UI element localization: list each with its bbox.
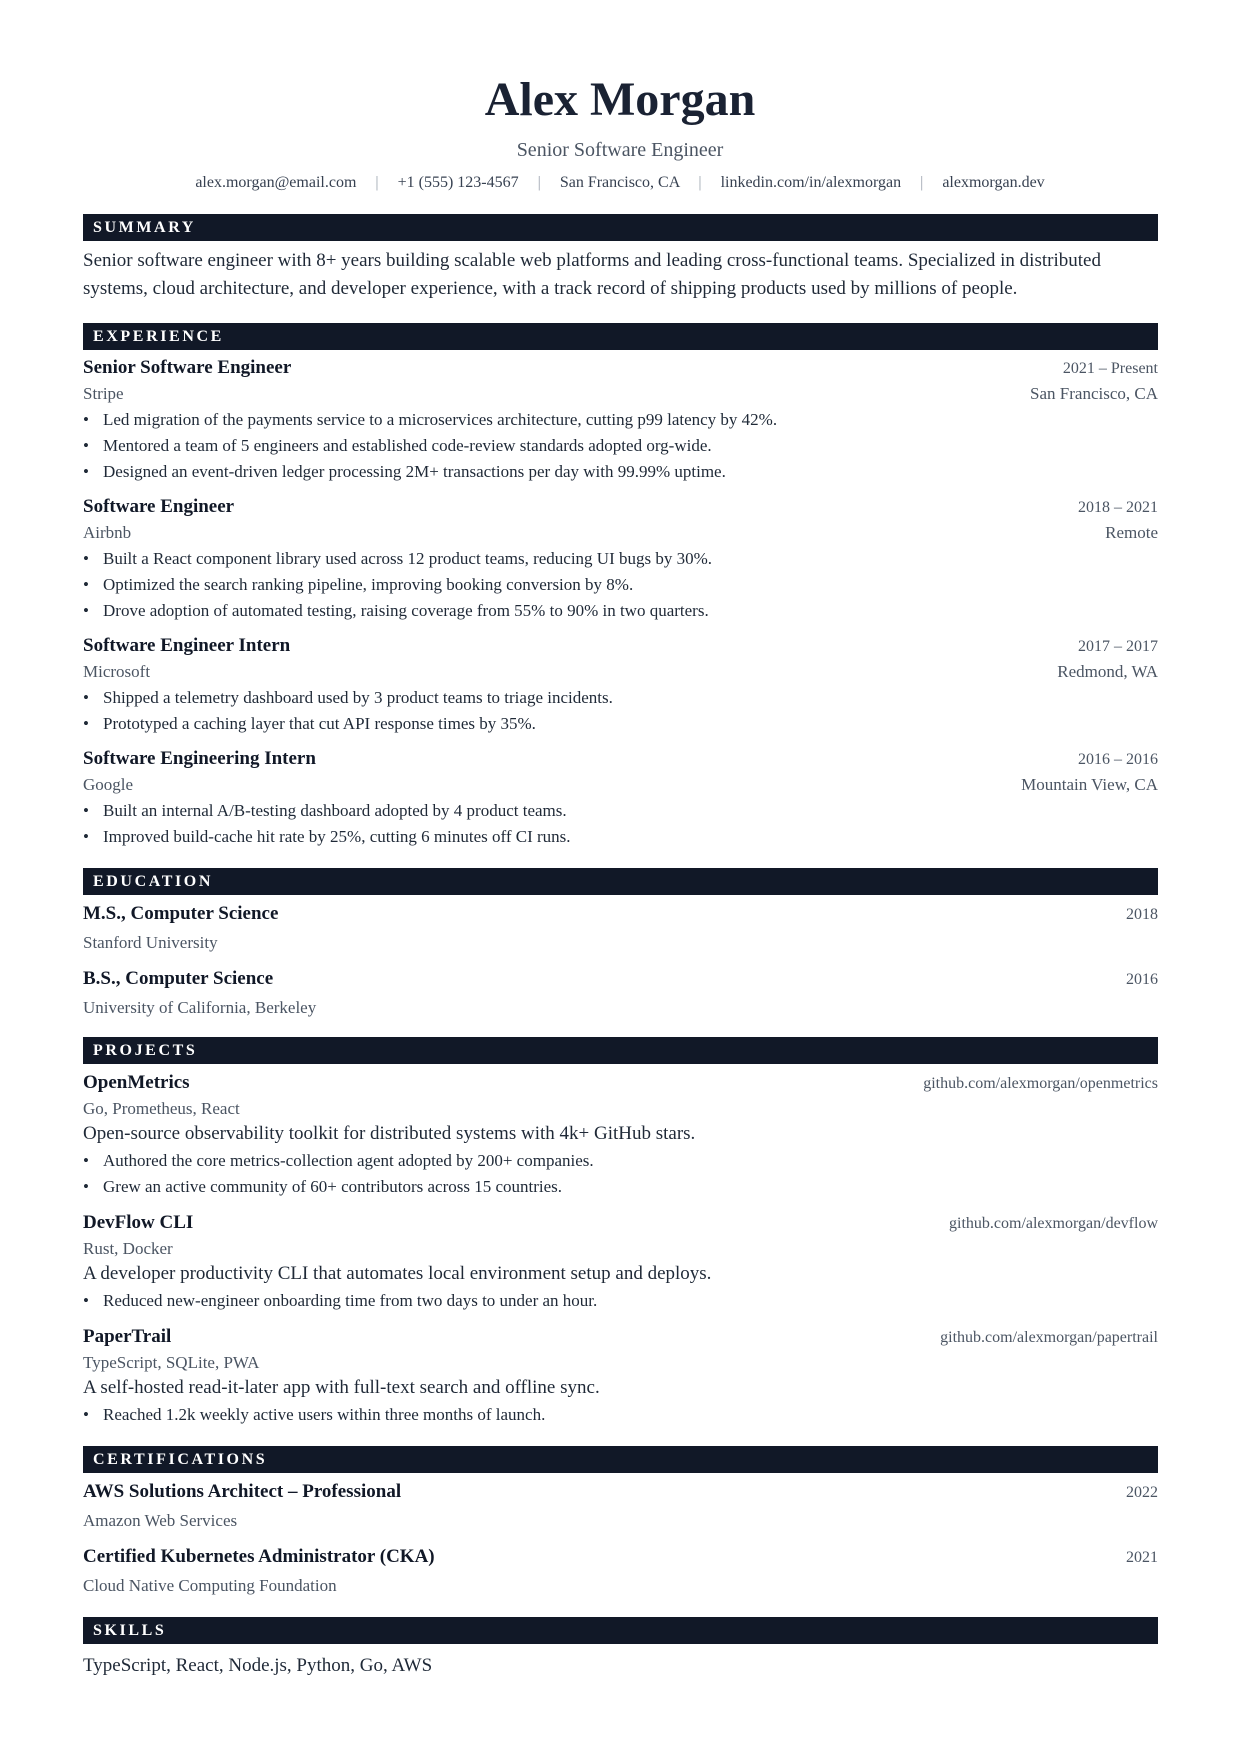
certification-year: 2022 <box>1126 1484 1158 1501</box>
bullet-item: • Led migration of the payments service to a microservices architecture, cutting p99 latency by 42%. <box>83 407 1158 433</box>
education-degree-row <box>83 901 1158 927</box>
bullet-item: • Built a React component library used across 12 product teams, reducing UI bugs by 30%. <box>83 546 1158 572</box>
job-title: Software Engineering Intern <box>83 748 316 769</box>
resume-header <box>0 0 1240 194</box>
experience-entry <box>83 633 1158 737</box>
project-entry <box>83 1070 1158 1200</box>
contact-separator: | <box>698 174 702 191</box>
graduation-year: 2018 <box>1126 906 1158 923</box>
job-location: Remote <box>1105 523 1158 542</box>
section-header-certifications: CERTIFICATIONS <box>83 1446 1158 1473</box>
project-bullets <box>83 1148 1158 1200</box>
job-location: San Francisco, CA <box>1030 384 1158 403</box>
contact-email[interactable]: alex.morgan@email.com <box>195 174 357 191</box>
job-location: Redmond, WA <box>1057 662 1158 681</box>
certification-title-row <box>83 1544 1158 1570</box>
section-header-summary: SUMMARY <box>83 214 1158 241</box>
certification-name: AWS Solutions Architect – Professional <box>83 1481 402 1502</box>
project-link[interactable]: github.com/alexmorgan/papertrail <box>940 1329 1158 1346</box>
experience-title-row <box>83 355 1158 381</box>
contact-separator: | <box>920 174 924 191</box>
project-title-row <box>83 1210 1158 1236</box>
contact-phone[interactable]: +1 (555) 123-4567 <box>397 174 519 191</box>
education-list <box>83 901 1158 1021</box>
school-name: Stanford University <box>83 933 218 952</box>
job-title: Software Engineer Intern <box>83 635 291 656</box>
company-name: Microsoft <box>83 662 151 681</box>
bullet-item: • Drove adoption of automated testing, raising coverage from 55% to 90% in two quarters. <box>83 598 1158 624</box>
experience-company-row <box>83 381 1158 407</box>
section-header-experience: EXPERIENCE <box>83 323 1158 350</box>
company-name: Google <box>83 775 134 794</box>
certifications-list <box>83 1479 1158 1599</box>
bullet-item: • Prototyped a caching layer that cut API response times by 35%. <box>83 711 1158 737</box>
company-name: Airbnb <box>83 523 132 542</box>
experience-entry <box>83 355 1158 485</box>
project-title-row <box>83 1324 1158 1350</box>
candidate-title: Senior Software Engineer <box>516 139 724 161</box>
section-header-skills: SKILLS <box>83 1617 1158 1644</box>
degree: M.S., Computer Science <box>83 903 279 924</box>
experience-company-row <box>83 520 1158 546</box>
experience-title-row <box>83 633 1158 659</box>
project-name: OpenMetrics <box>83 1072 190 1093</box>
experience-entry <box>83 494 1158 624</box>
project-entry <box>83 1324 1158 1428</box>
job-dates: 2018 – 2021 <box>1078 499 1158 516</box>
certification-entry <box>83 1479 1158 1534</box>
project-description: A self-hosted read-it-later app with full-text search and offline sync. <box>83 1377 600 1398</box>
project-tech: TypeScript, SQLite, PWA <box>83 1353 260 1372</box>
project-name: DevFlow CLI <box>83 1212 194 1233</box>
candidate-name: Alex Morgan <box>484 73 756 126</box>
contact-separator: | <box>375 174 379 191</box>
contact-website[interactable]: alexmorgan.dev <box>942 174 1045 191</box>
certification-year: 2021 <box>1126 1549 1158 1566</box>
project-description: Open-source observability toolkit for distributed systems with 4k+ GitHub stars. <box>83 1123 696 1144</box>
experience-company-row <box>83 772 1158 798</box>
project-tech: Rust, Docker <box>83 1239 173 1258</box>
certification-title-row <box>83 1479 1158 1505</box>
experience-company-row <box>83 659 1158 685</box>
experience-title-row <box>83 494 1158 520</box>
project-name: PaperTrail <box>83 1326 172 1347</box>
school-name: University of California, Berkeley <box>83 998 317 1017</box>
certification-name: Certified Kubernetes Administrator (CKA) <box>83 1546 435 1567</box>
job-dates: 2021 – Present <box>1062 360 1158 377</box>
bullet-item: • Designed an event-driven ledger processing 2M+ transactions per day with 99.99% uptime. <box>83 459 1158 485</box>
certification-issuer: Cloud Native Computing Foundation <box>83 1576 337 1595</box>
experience-list <box>83 355 1158 850</box>
job-location: Mountain View, CA <box>1021 775 1158 794</box>
contact-linkedin[interactable]: linkedin.com/in/alexmorgan <box>720 174 902 191</box>
project-bullets <box>83 1288 1158 1314</box>
project-bullets <box>83 1402 1158 1428</box>
company-name: Stripe <box>83 384 124 403</box>
contact-line <box>0 172 1240 194</box>
degree: B.S., Computer Science <box>83 968 274 989</box>
experience-entry <box>83 746 1158 850</box>
certification-issuer: Amazon Web Services <box>83 1511 238 1530</box>
job-bullets <box>83 407 1158 485</box>
bullet-item: • Authored the core metrics-collection agent adopted by 200+ companies. <box>83 1148 1158 1174</box>
bullet-item: • Built an internal A/B-testing dashboard adopted by 4 product teams. <box>83 798 1158 824</box>
skills-list: TypeScript, React, Node.js, Python, Go, AWS <box>83 1655 433 1676</box>
section-header-education: EDUCATION <box>83 868 1158 895</box>
project-tech: Go, Prometheus, React <box>83 1099 240 1118</box>
job-bullets <box>83 685 1158 737</box>
contact-location: San Francisco, CA <box>559 174 680 191</box>
education-entry <box>83 966 1158 1021</box>
resume-body <box>83 214 1158 1680</box>
job-dates: 2017 – 2017 <box>1078 638 1158 655</box>
education-degree-row <box>83 966 1158 992</box>
bullet-item: • Optimized the search ranking pipeline, improving booking conversion by 8%. <box>83 572 1158 598</box>
job-title: Senior Software Engineer <box>83 357 292 378</box>
bullet-item: • Reduced new-engineer onboarding time from two days to under an hour. <box>83 1288 1158 1314</box>
job-title: Software Engineer <box>83 496 235 517</box>
bullet-item: • Shipped a telemetry dashboard used by 3 product teams to triage incidents. <box>83 685 1158 711</box>
project-link[interactable]: github.com/alexmorgan/openmetrics <box>923 1075 1158 1092</box>
bullet-item: • Grew an active community of 60+ contributors across 15 countries. <box>83 1174 1158 1200</box>
project-entry <box>83 1210 1158 1314</box>
job-bullets <box>83 546 1158 624</box>
bullet-item: • Reached 1.2k weekly active users within three months of launch. <box>83 1402 1158 1428</box>
job-dates: 2016 – 2016 <box>1078 751 1158 768</box>
graduation-year: 2016 <box>1126 971 1158 988</box>
bullet-item: • Mentored a team of 5 engineers and established code-review standards adopted org-wide. <box>83 433 1158 459</box>
education-entry <box>83 901 1158 956</box>
certification-entry <box>83 1544 1158 1599</box>
projects-list <box>83 1070 1158 1428</box>
project-title-row <box>83 1070 1158 1096</box>
section-header-projects: PROJECTS <box>83 1037 1158 1064</box>
experience-title-row <box>83 746 1158 772</box>
summary-text: Senior software engineer with 8+ years building scalable web platforms and leading cross-functional teams. Specialized in distributed systems, cloud architecture, and developer experience, with a track record of shipping products used by millions of people. <box>83 250 1101 299</box>
bullet-item: • Improved build-cache hit rate by 25%, cutting 6 minutes off CI runs. <box>83 824 1158 850</box>
contact-separator: | <box>537 174 541 191</box>
project-description: A developer productivity CLI that automates local environment setup and deploys. <box>83 1263 712 1284</box>
job-bullets <box>83 798 1158 850</box>
project-link[interactable]: github.com/alexmorgan/devflow <box>949 1215 1158 1232</box>
